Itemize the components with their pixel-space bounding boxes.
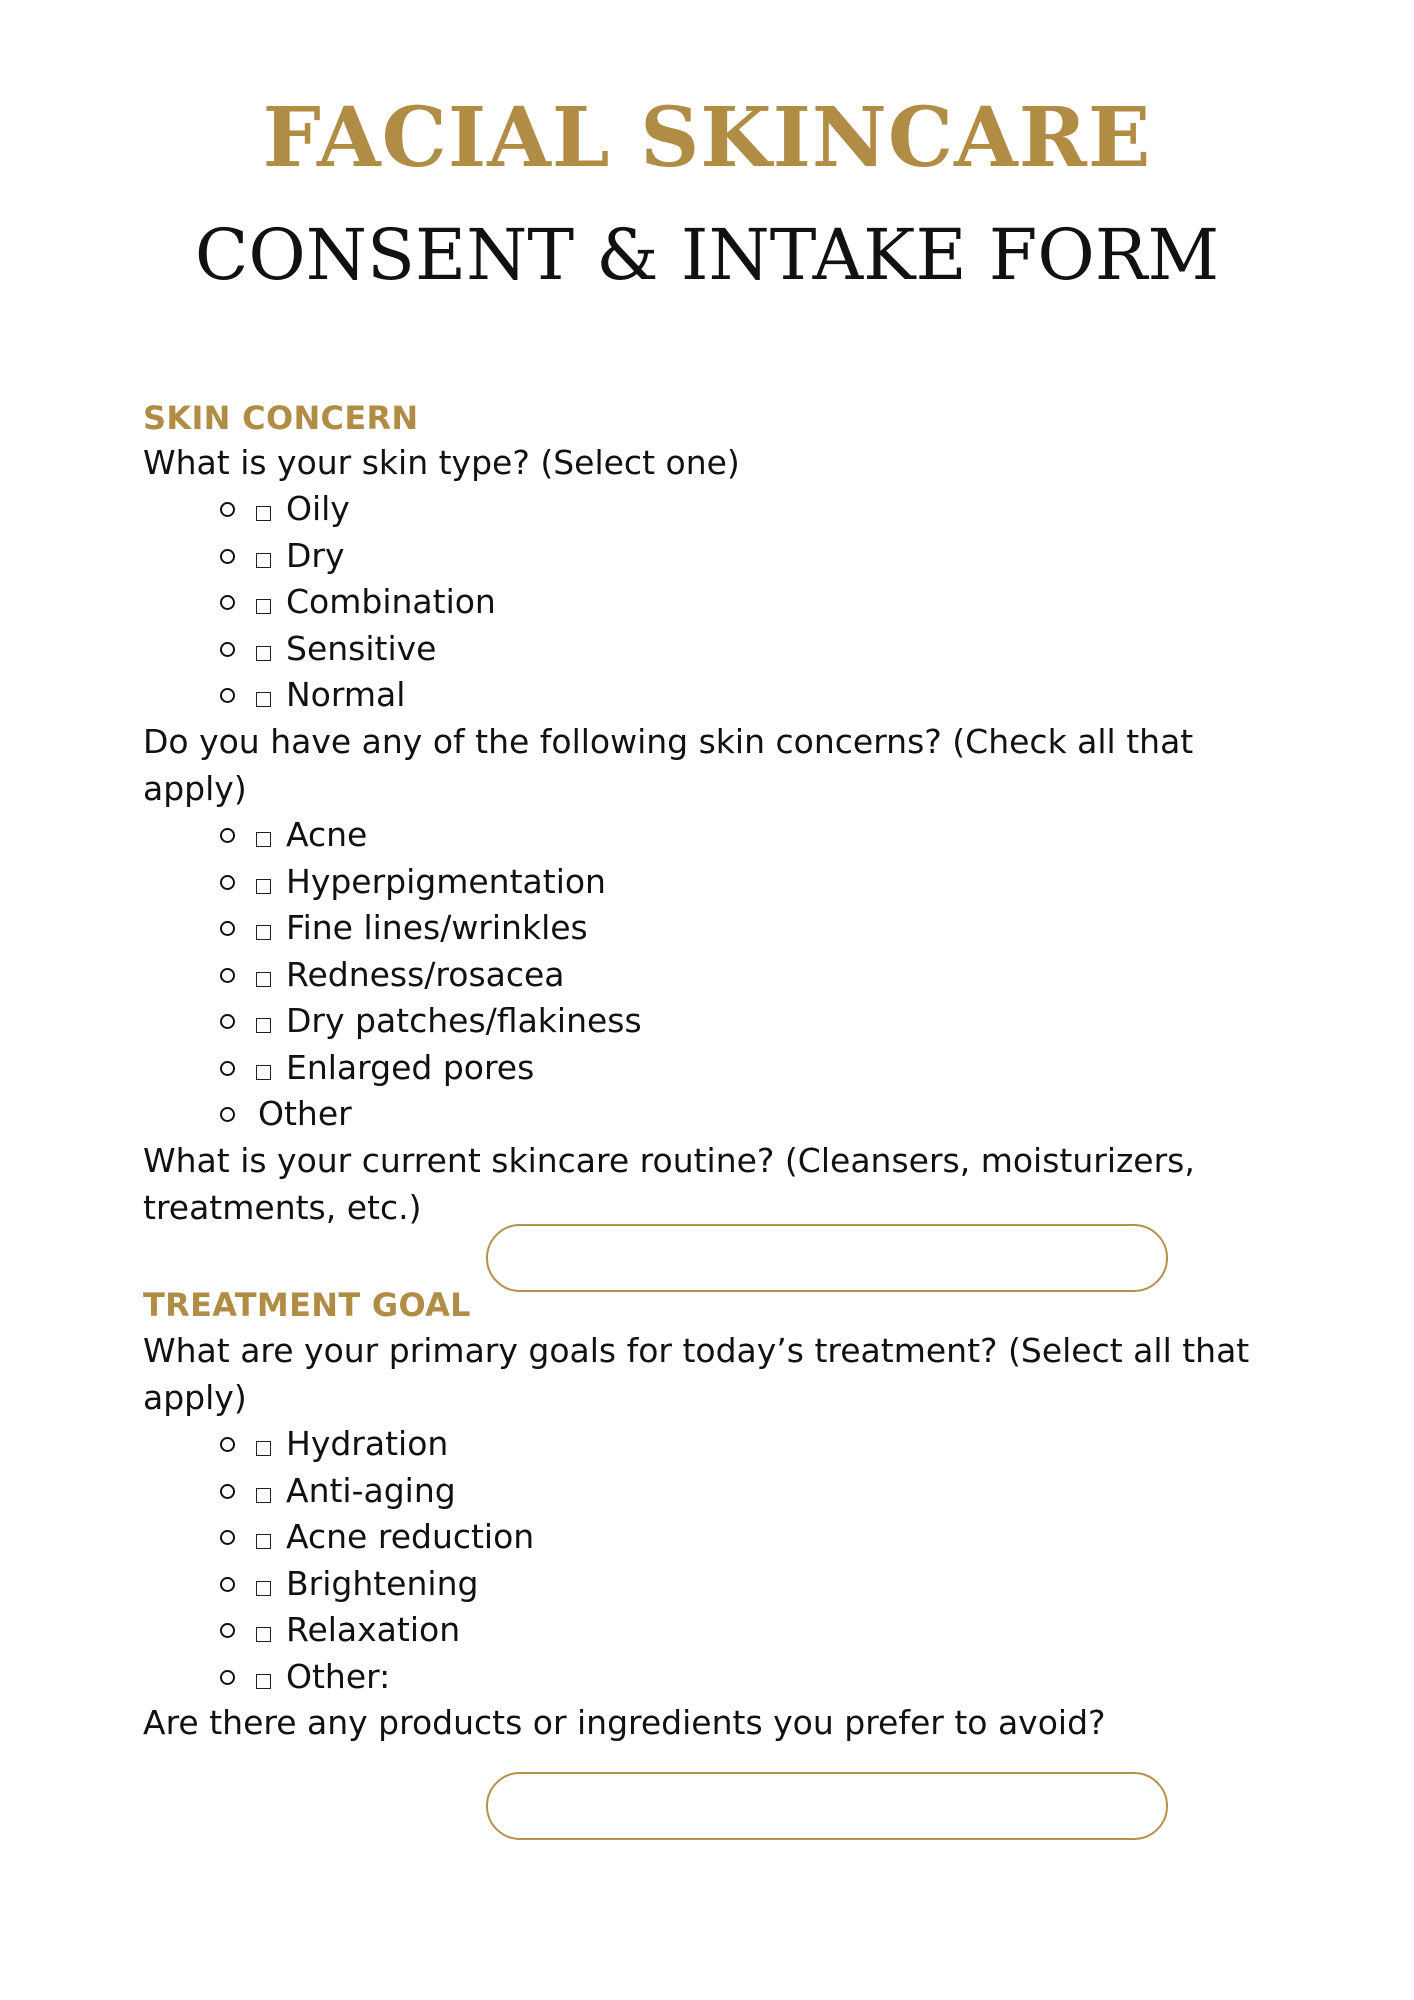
option-label: Dry patches/flakiness [286, 1001, 642, 1040]
option-label: Hyperpigmentation [286, 861, 606, 901]
option-label: Redness/rosacea [286, 954, 565, 994]
bullet-circle-icon [220, 1061, 235, 1076]
bullet-circle-icon [220, 549, 235, 564]
checkbox-icon[interactable] [256, 879, 271, 894]
checkbox-icon[interactable] [256, 1674, 271, 1689]
checkbox-icon[interactable] [256, 553, 271, 568]
bullet-circle-icon [220, 642, 235, 657]
checkbox-icon[interactable] [256, 506, 271, 521]
checkbox-icon[interactable] [256, 1534, 271, 1549]
option-label: Sensitive [286, 628, 437, 668]
skin-type-question: What is your skin type? (Select one) [143, 443, 740, 482]
option-label: Other [258, 1094, 352, 1133]
bullet-circle-icon [220, 502, 235, 517]
skincare-routine-input[interactable] [486, 1224, 1168, 1292]
bullet-circle-icon [220, 1577, 235, 1592]
avoid-products-question: Are there any products or ingredients you prefer to avoid? [143, 1703, 1106, 1742]
bullet-circle-icon [220, 1437, 235, 1452]
bullet-circle-icon [220, 1670, 235, 1685]
form-title-line-2: CONSENT & INTAKE FORM [194, 214, 1220, 296]
bullet-circle-icon [220, 1530, 235, 1545]
option-label: Fine lines/wrinkles [286, 908, 588, 947]
option-label: Hydration [286, 1424, 449, 1463]
treatment-goals-question: What are your primary goals for today’s treatment? (Select all that apply) [143, 1331, 1250, 1417]
option-label: Other: [286, 1656, 391, 1696]
checkbox-icon[interactable] [256, 1065, 271, 1080]
bullet-circle-icon [220, 595, 235, 610]
option-label: Acne reduction [286, 1517, 535, 1556]
checkbox-icon[interactable] [256, 972, 271, 987]
option-label: Oily [286, 489, 350, 528]
skincare-routine-question: What is your current skincare routine? (Cleansers, moisturizers, treatments, etc.) [143, 1141, 1195, 1227]
checkbox-icon[interactable] [256, 1488, 271, 1503]
bullet-circle-icon [220, 921, 235, 936]
skin-concerns-question: Do you have any of the following skin concerns? (Check all that apply) [143, 722, 1194, 808]
bullet-circle-icon [220, 968, 235, 983]
form-title-line-1: FACIAL SKINCARE [262, 90, 1152, 186]
option-label: Relaxation [286, 1610, 461, 1649]
option-label: Dry [286, 535, 345, 575]
option-label: Enlarged pores [286, 1047, 535, 1087]
checkbox-icon[interactable] [256, 1441, 271, 1456]
treatment-goal-heading: TREATMENT GOAL [143, 1286, 471, 1324]
bullet-circle-icon [220, 1623, 235, 1638]
checkbox-icon[interactable] [256, 1627, 271, 1642]
checkbox-icon[interactable] [256, 599, 271, 614]
bullet-circle-icon [220, 875, 235, 890]
bullet-circle-icon [220, 1014, 235, 1029]
checkbox-icon[interactable] [256, 646, 271, 661]
bullet-circle-icon [220, 828, 235, 843]
checkbox-icon[interactable] [256, 1018, 271, 1033]
option-label: Combination [286, 582, 496, 621]
skin-concern-heading: SKIN CONCERN [143, 399, 419, 437]
option-label: Brightening [286, 1563, 479, 1603]
checkbox-icon[interactable] [256, 1581, 271, 1596]
bullet-circle-icon [220, 1484, 235, 1499]
bullet-circle-icon [220, 688, 235, 703]
bullet-circle-icon [220, 1107, 235, 1122]
option-label: Normal [286, 675, 406, 714]
checkbox-icon[interactable] [256, 832, 271, 847]
checkbox-icon[interactable] [256, 692, 271, 707]
option-label: Anti-aging [286, 1470, 456, 1510]
checkbox-icon[interactable] [256, 925, 271, 940]
avoid-products-input[interactable] [486, 1772, 1168, 1840]
option-label: Acne [286, 815, 368, 854]
